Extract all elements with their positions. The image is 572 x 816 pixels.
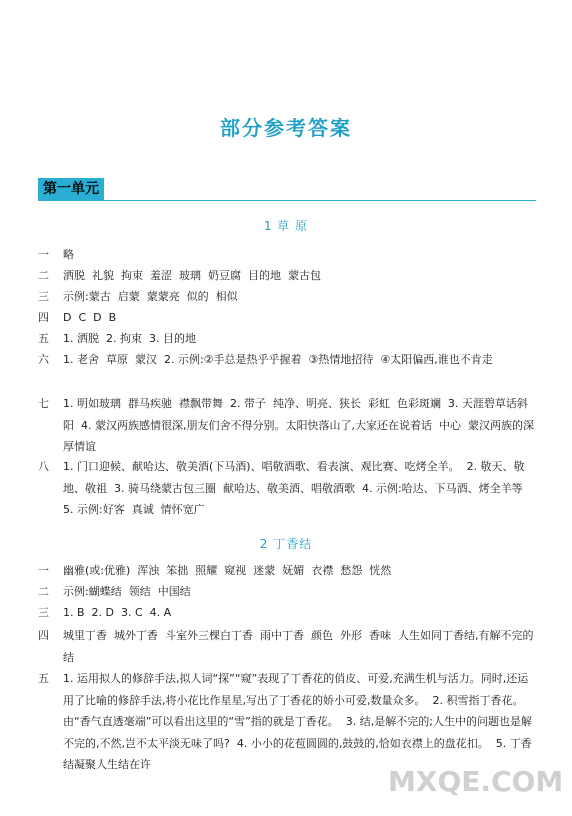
question-number: 三 (38, 290, 49, 303)
answer-text: 幽雅(或:优雅) 浑浊 笨拙 照耀 窥视 迷蒙 妩媚 衣襟 愁怨 恍然 (63, 564, 392, 577)
answer-row (38, 560, 536, 582)
section-title-grassland: 1 草 原 (263, 219, 309, 233)
answer-text: 1. 明如玻璃 群马疾驰 襟飘带舞 2. 带子 纯净、明亮、狭长 彩虹 色彩斑斓 3. 天涯碧草话斜阳 4. 蒙汉两族感情很深,朋友们舍不得分别。太阳快落山了,大家还在说着话 中心 蒙汉两族的深厚情谊 (63, 397, 534, 453)
question-number: 一 (38, 248, 49, 261)
answer-row (38, 307, 536, 329)
answer-text: D C D B (63, 311, 117, 324)
answer-row (38, 625, 536, 668)
unit-divider (38, 200, 536, 201)
site-watermark: MXQE.COM (388, 765, 564, 798)
page-title: 部分参考答案 (220, 116, 352, 140)
answer-text: 略 (63, 248, 74, 261)
answer-text: 1. B 2. D 3. C 4. A (63, 606, 172, 619)
question-number: 四 (38, 311, 49, 324)
question-number: 五 (38, 332, 49, 345)
answer-row (38, 602, 536, 624)
answer-row (38, 244, 536, 266)
question-number: 二 (38, 269, 49, 282)
answer-row (38, 393, 536, 458)
answer-row (38, 581, 536, 603)
question-number: 七 (38, 397, 49, 410)
answer-text: 1. 运用拟人的修辞手法,拟人词“探”“窥”表现了丁香花的俏皮、可爱,充满生机与活力。同时,还运用了比喻的修辞手法,将小花比作星星,写出了丁香花的娇小可爱,数量众多。 2. 积雪指丁香花。由“香气直透毫端”可以看出这里的“雪”指的就是丁香花。 3. 结,是解不完的;人生中的问题也是解不完的,不然,岂不太平淡无味了吗? 4. 小小的花苞圆圆的,鼓鼓的,恰如衣襟上的盘花扣。 5. 丁香结凝聚人生结在许 (63, 672, 532, 771)
section-title-lilac: 2 丁香结 (259, 537, 313, 551)
answer-row (38, 456, 536, 521)
question-number: 四 (38, 629, 49, 642)
question-number: 五 (38, 672, 49, 685)
answer-text: 城里丁香 城外丁香 斗室外三棵白丁香 雨中丁香 颜色 外形 香味 人生如同丁香结,有解不完的结 (63, 629, 534, 664)
answer-row (38, 265, 536, 287)
answer-row (38, 349, 536, 371)
answer-row (38, 286, 536, 308)
question-number: 一 (38, 564, 49, 577)
answer-text: 示例:蒙古 启蒙 蒙蒙亮 似的 相似 (63, 290, 238, 303)
question-number: 二 (38, 585, 49, 598)
answer-text: 示例:蝴蝶结 领结 中国结 (63, 585, 191, 598)
answer-text: 1. 门口迎候、献哈达、敬美酒(下马酒)、唱敬酒歌、看表演、观比赛、吃烤全羊。 2. 敬天、敬地、敬祖 3. 骑马绕蒙古包三圈 献哈达、敬美酒、唱敬酒歌 4. 示例:哈达、下马酒、烤全羊等 5. 示例:好客 真诚 情怀宽广 (63, 460, 530, 516)
question-number: 六 (38, 353, 49, 366)
answer-text: 1. 洒脱 2. 拘束 3. 目的地 (63, 332, 196, 345)
question-number: 八 (38, 460, 49, 473)
answer-text: 1. 老舍 草原 蒙汉 2. 示例:②手总是热乎乎握着 ③热情地招待 ④太阳偏西,谁也不肯走 (63, 353, 493, 366)
unit-heading: 第一单元 (38, 178, 104, 200)
answer-text: 洒脱 礼貌 拘束 羞涩 玻璃 奶豆腐 目的地 蒙古包 (63, 269, 321, 282)
answer-row (38, 328, 536, 350)
question-number: 三 (38, 606, 49, 619)
